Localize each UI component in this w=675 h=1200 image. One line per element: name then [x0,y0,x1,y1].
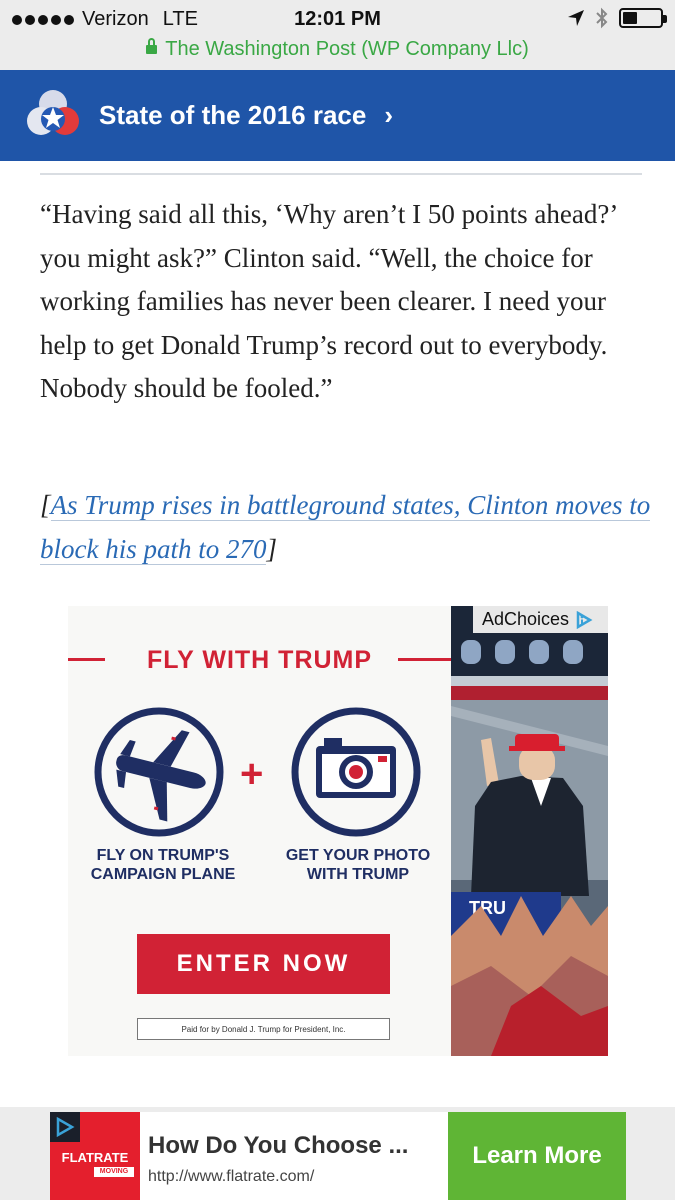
sticky-ad-bar[interactable] [0,1107,675,1200]
learn-more-button[interactable]: Learn More [448,1112,626,1200]
brand-sub: MOVING [94,1167,134,1177]
camera-icon [290,706,422,838]
brand-name: FLATRATE [61,1150,129,1165]
divider [40,173,642,175]
chevron-right-icon: › [384,100,394,130]
caption-photo-line2: WITH TRUMP [306,866,410,883]
ad-title-row [68,646,451,672]
banner-title: State of the 2016 race [99,100,367,130]
caption-photo-line1: GET YOUR PHOTO [285,847,431,864]
adchoices-badge[interactable] [473,606,608,633]
campaign-sign-text: TRU [469,898,506,918]
status-bar [0,0,675,70]
star-logo-icon [26,89,80,143]
site-identity[interactable] [0,38,675,61]
article-paragraph: “Having said all this, ‘Why aren’t I 50 points ahead?’ you might ask?” Clinton said. “Well, the choice for working families has never been clearer. I need your help to get Donald Trump’s record out to everybody. Nobody should be fooled.” [40,199,617,403]
race-banner[interactable] [0,70,675,161]
bracket-close: ] [266,533,277,564]
site-identity-label: The Washington Post (WP Company Llc) [165,38,529,60]
carrier-name: Verizon [82,8,149,30]
rally-photo [451,606,608,1056]
caption-photo [268,846,448,884]
ad-text-block[interactable] [140,1112,448,1200]
bluetooth-icon [595,7,609,29]
play-icon [50,1112,80,1142]
adchoices-icon [575,611,593,629]
adchoices-label: AdChoices [482,609,570,629]
plus-sign: + [240,752,264,796]
enter-now-button[interactable]: ENTER NOW [137,934,390,994]
lock-icon [146,45,157,54]
network-type: LTE [162,8,198,30]
battery-icon [619,8,663,28]
clock: 12:01 PM [294,8,381,30]
location-arrow-icon [567,9,585,27]
paid-for-disclaimer: Paid for by Donald J. Trump for President, Inc. [137,1018,390,1040]
ad-url: http://www.flatrate.com/ [148,1168,315,1185]
caption-plane-line2: CAMPAIGN PLANE [90,866,236,883]
bracket-open: [ [40,490,51,520]
ad-title: FLY WITH TRUMP [146,646,373,674]
related-link-paragraph [40,484,660,571]
caption-plane-line1: FLY ON TRUMP'S [96,847,230,864]
status-icons [567,7,663,29]
airplane-icon [93,706,225,838]
caption-plane [73,846,253,884]
ad-headline: How Do You Choose ... [148,1132,409,1159]
display-ad[interactable] [68,606,608,1056]
related-article-link[interactable]: As Trump rises in battleground states, Clinton moves to block his path to 270 [40,490,651,564]
title-rule-right [398,658,451,661]
